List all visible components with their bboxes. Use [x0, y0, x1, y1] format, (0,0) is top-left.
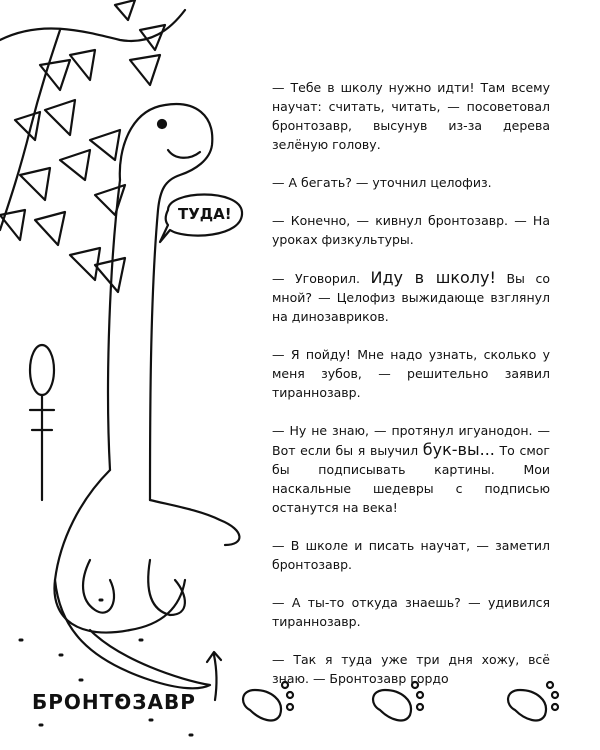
paragraph-2: — А бегать? — уточнил целофиз.	[272, 175, 492, 190]
caption-arrow	[207, 652, 221, 700]
paragraph-3: — Конечно, — кивнул бронтозавр. — На уроках физкультуры.	[272, 213, 550, 247]
dino-mouth	[168, 150, 200, 158]
paragraph-4: — Уговорил. Иду в школу! Вы со мной? — Целофиз выжидающе взглянул на динозавриков.	[272, 268, 550, 324]
ground-dots	[20, 600, 192, 735]
emphasis-text: Иду в школу!	[370, 268, 496, 287]
dino-legs	[83, 560, 114, 613]
paragraph-9: — Так я туда уже три дня хожу, всё знаю. — Бронтозавр гордо	[272, 652, 550, 686]
paragraph-6: — Ну не знаю, — протянул игуанодон. — Вот если бы я выучил бук-вы... То смог бы подписывать картины. Мои наскальные шедевры с подписью останутся на века!	[272, 423, 550, 515]
dino-neck	[120, 104, 213, 500]
caption-label: БРОНТОЗАВР	[32, 690, 196, 714]
dino-body	[54, 470, 185, 633]
paragraph-1: — Тебе в школу нужно идти! Там всему научат: считать, читать, — посоветовал бронтозавр, высунув из-за дерева зелёную голову.	[272, 80, 550, 152]
paragraph-8: — А ты-то откуда знаешь? — удивился тираннозавр.	[272, 595, 550, 629]
story-text	[272, 78, 550, 707]
emphasis-text: бук-вы...	[422, 440, 495, 459]
dino-tail	[55, 580, 210, 688]
paragraph-5: — Я пойду! Мне надо узнать, сколько у меня зубов, — решительно заявил тираннозавр.	[272, 347, 550, 400]
speech-bubble-text: ТУДА!	[178, 205, 232, 223]
paragraph-7: — В школе и писать научат, — заметил бронтозавр.	[272, 538, 550, 572]
